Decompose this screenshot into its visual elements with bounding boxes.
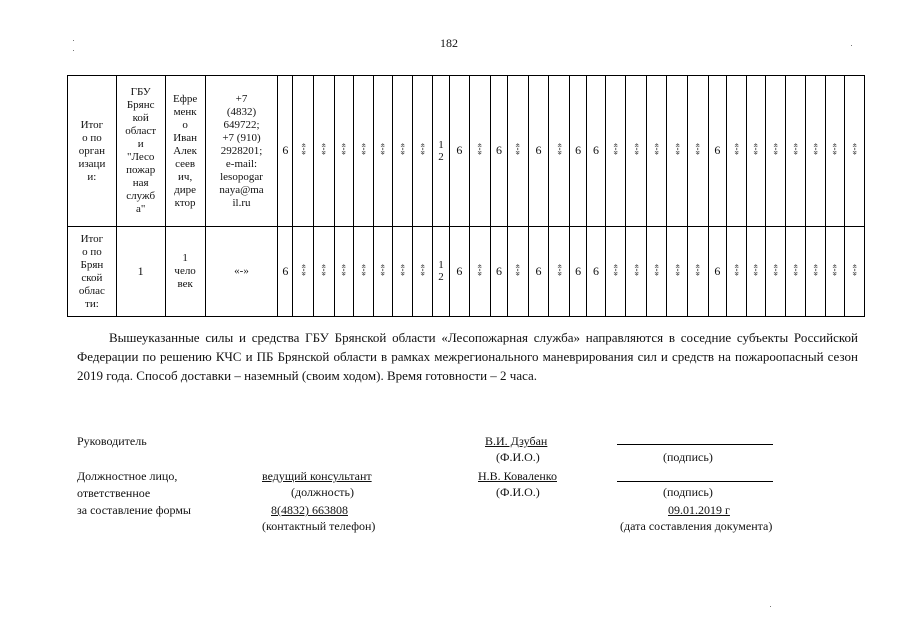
value-cell-dash [314,76,335,227]
value-cell-dash [605,227,626,317]
value-cell-dash [549,227,570,317]
value-cell-dash [334,76,354,227]
value-cell-six [587,76,605,227]
phone-caption: (контактный телефон) [262,519,376,533]
value-cell-dash [354,76,374,227]
value-dash: «-» [318,263,329,276]
value-dash: «-» [417,143,428,155]
value-cell-dash [766,76,786,227]
value-six: 6 [592,263,599,278]
value-six: 6 [282,143,289,157]
value-cell-dash [766,227,786,317]
value-dash: «-» [377,263,388,276]
value-six: 6 [495,143,502,157]
value-dash: «-» [338,143,349,155]
value-dash: «-» [809,263,820,276]
value-dash: «-» [512,263,523,276]
value-dash: «-» [512,143,523,155]
document-date: 09.01.2019 г [668,503,730,517]
organization-cell: ГБУ Брянс кой област и "Лесо пожар ная служб а" [116,76,165,227]
value-cell-dash [293,76,314,227]
value-dash: «-» [769,263,780,276]
person-count-cell: 1 чело век [165,227,205,317]
value-six: 6 [575,143,582,157]
value-twelve: 1 2 [438,259,444,283]
value-dash: «-» [750,143,761,155]
value-cell-dash [470,76,491,227]
value-dash: «-» [357,143,368,155]
value-dash: «-» [553,143,564,155]
value-cell-dash [373,76,393,227]
value-dash: «-» [417,263,428,276]
value-cell-six [708,227,726,317]
value-cell-dash [727,227,747,317]
row-label-cell: Итог о по орган изаци и: [68,76,117,227]
value-cell-six [449,227,470,317]
summary-table [67,75,865,317]
value-cell-dash [626,227,647,317]
row-label-cell: Итог о по Брян ской облас ти: [68,227,117,317]
value-cell-six [569,227,586,317]
value-dash: «-» [671,143,682,155]
head-label: Руководитель [77,434,147,448]
value-cell-six [490,227,507,317]
value-cell-six [278,76,293,227]
value-cell-dash [605,76,626,227]
value-six: 6 [456,263,463,278]
table-row [68,227,865,317]
value-cell-dash [412,76,433,227]
value-cell-six [569,76,586,227]
scan-speck [73,40,74,41]
value-dash: «-» [750,263,761,276]
value-dash: «-» [553,263,564,276]
value-dash: «-» [789,143,800,155]
value-dash: «-» [474,263,485,276]
value-cell-dash [806,76,826,227]
value-six: 6 [535,263,542,278]
official-fio-caption: (Ф.И.О.) [496,485,540,499]
value-dash: «-» [651,263,662,276]
value-cell-dash [314,227,335,317]
value-cell-dash [393,227,413,317]
value-cell-dash [412,227,433,317]
official-position: ведущий консультант [262,469,372,483]
value-cell-dash [667,227,688,317]
value-dash: «-» [318,143,329,155]
value-cell-six [708,76,726,227]
official-phone: 8(4832) 663808 [271,503,348,517]
value-cell-dash [746,227,766,317]
value-cell-dash [293,227,314,317]
position-caption: (должность) [291,485,354,499]
value-dash: «-» [789,263,800,276]
value-cell-dash [785,227,806,317]
value-cell-dash [470,227,491,317]
value-dash: «-» [377,143,388,155]
official-signature-line [617,481,773,482]
value-cell-dash [373,227,393,317]
value-cell-six [490,76,507,227]
value-dash: «-» [829,263,840,276]
value-dash: «-» [297,263,308,276]
value-cell-dash [334,227,354,317]
value-dash: «-» [609,143,620,155]
value-cell-dash [667,76,688,227]
value-six: 6 [282,263,289,278]
value-cell-dash [646,227,667,317]
value-dash: «-» [609,263,620,276]
value-cell-dash [845,227,865,317]
head-name: В.И. Дзубан [485,434,548,448]
head-signature-caption: (подпись) [663,450,713,464]
table-row [68,76,865,227]
value-cell-dash [508,227,529,317]
head-fio-caption: (Ф.И.О.) [496,450,540,464]
value-dash: «-» [338,263,349,276]
value-cell-six [449,76,470,227]
value-dash: «-» [357,263,368,276]
value-cell-dash [727,76,747,227]
value-cell-six [528,227,549,317]
value-six: 6 [592,143,599,157]
scan-speck [73,50,74,51]
value-dash: «-» [692,143,703,155]
value-twelve: 1 2 [438,138,444,163]
value-cell-dash [825,76,845,227]
value-six: 6 [456,143,463,157]
official-label: ответственное [77,486,151,500]
scan-speck [770,606,771,607]
value-dash: «-» [671,263,682,276]
value-dash: «-» [297,143,308,155]
value-dash: «-» [730,143,741,155]
value-cell-dash [646,76,667,227]
value-cell-twelve [433,227,449,317]
value-dash: «-» [849,263,860,276]
contact-cell: +7 (4832) 649722; +7 (910) 2928201; e-mail: lesopogar naya@ma il.ru [205,76,278,227]
value-dash: «-» [692,263,703,276]
value-six: 6 [714,263,721,278]
value-cell-dash [825,227,845,317]
value-dash: «-» [809,143,820,155]
value-cell-dash [746,76,766,227]
official-label: за составление формы [77,503,191,517]
official-label: Должностное лицо, [77,469,178,483]
value-cell-dash [688,227,709,317]
value-cell-dash [845,76,865,227]
value-cell-dash [549,76,570,227]
value-dash: «-» [730,263,741,276]
value-six: 6 [495,263,502,278]
organization-count-cell: 1 [116,227,165,317]
official-signature-caption: (подпись) [663,485,713,499]
contact-cell: «-» [205,227,278,317]
page-number: 182 [440,36,458,50]
value-cell-twelve [433,76,449,227]
official-name: Н.В. Коваленко [478,469,557,483]
value-cell-six [587,227,605,317]
scan-speck [851,45,852,46]
value-dash: «-» [829,143,840,155]
value-cell-dash [393,76,413,227]
value-six: 6 [575,263,582,278]
date-caption: (дата составления документа) [620,519,773,533]
value-cell-six [278,227,293,317]
value-six: 6 [714,143,721,157]
body-paragraph: Вышеуказанные силы и средства ГБУ Брянской области «Лесопожарная служба» направляются в соседние субъекты Российской Федерации по решению КЧС и ПБ Брянской области в рамках межрегионального маневрирования сил и средств на пожароопасный сезон 2019 года. Способ доставки – наземный (своим ходом). Время готовности – 2 часа. [77,330,858,383]
head-signature-line [617,444,773,445]
value-dash: «-» [651,143,662,155]
value-dash: «-» [769,143,780,155]
value-six: 6 [535,143,542,157]
value-cell-dash [785,76,806,227]
value-cell-dash [354,227,374,317]
value-cell-dash [806,227,826,317]
value-dash: «-» [630,143,641,155]
value-dash: «-» [630,263,641,276]
person-cell: Ефре менк о Иван Алек сеев ич, дире ктор [165,76,205,227]
value-cell-six [528,76,549,227]
value-dash: «-» [396,143,407,155]
value-dash: «-» [396,263,407,276]
value-dash: «-» [474,143,485,155]
value-cell-dash [688,76,709,227]
value-dash: «-» [849,143,860,155]
value-cell-dash [508,76,529,227]
value-cell-dash [626,76,647,227]
